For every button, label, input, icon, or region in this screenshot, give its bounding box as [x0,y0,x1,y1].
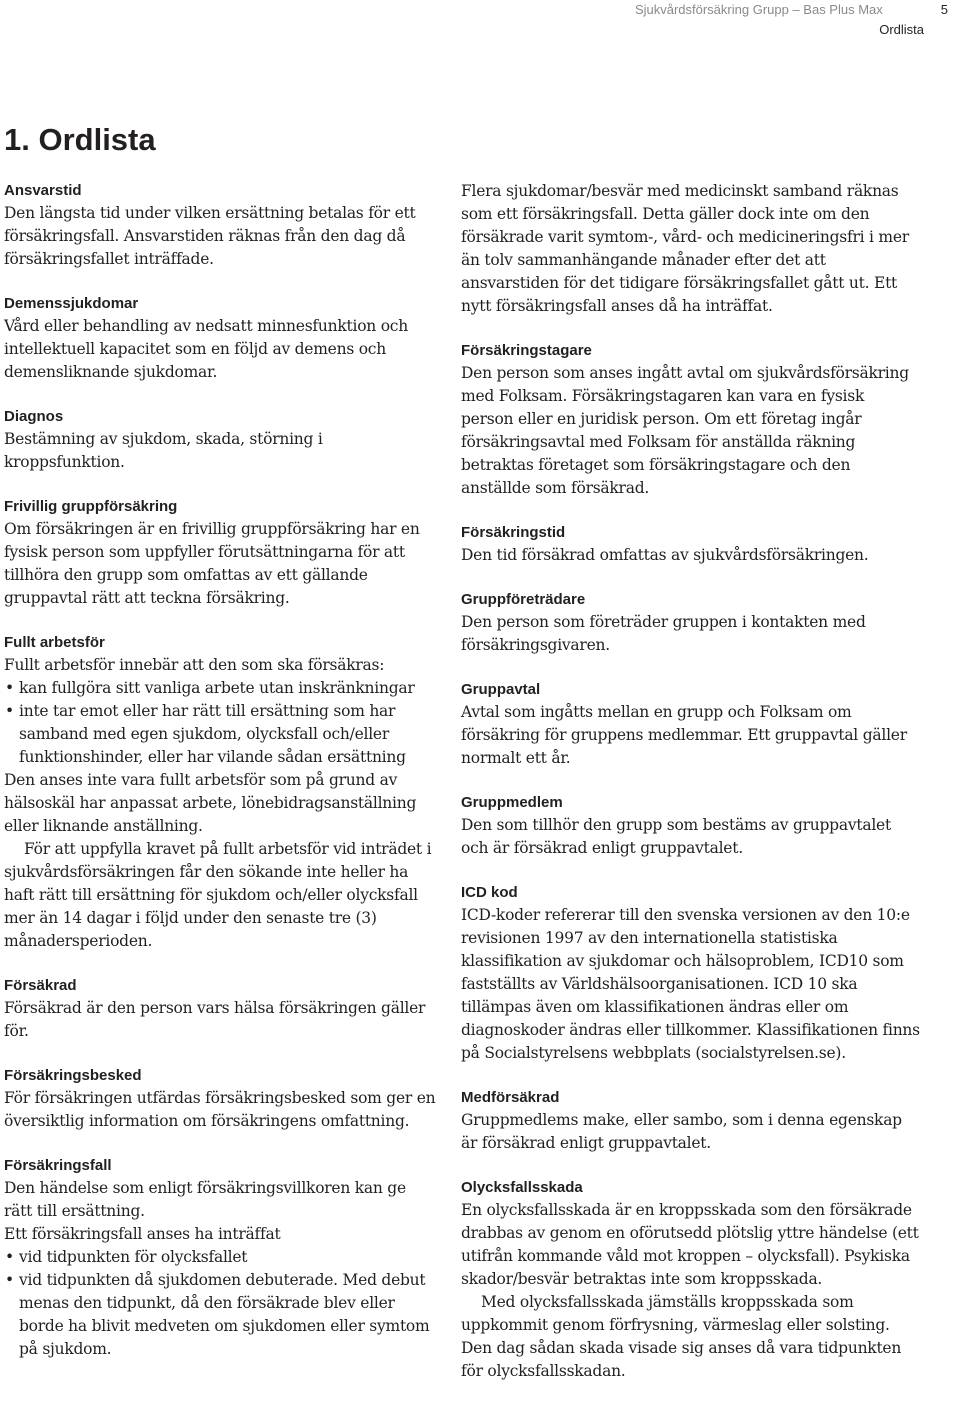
term-heading: Försäkringsbesked [4,1067,142,1084]
term-definition: Den tid försäkrad omfattas av sjukvårdsförsäkringen. [461,546,869,564]
glossary-entry-olycksfallsskada [461,1177,921,1383]
term-definition: Den som tillhör den grupp som bestäms av gruppavtalet och är försäkrad enligt gruppavtalet. [461,816,891,857]
bullet-item: • inte tar emot eller har rätt till ersättning som har samband med egen sjukdom, olycksfall och/eller funktionshinder, eller har vilande sådan ersättning [4,700,436,769]
term-definition: För försäkringen utfärdas försäkringsbesked som ger en översiktlig information om försäkringens omfattning. [4,1089,436,1130]
term-heading: Försäkringstagare [461,342,592,359]
glossary-entry-forsakringstagare [461,340,921,500]
term-definition: Vård eller behandling av nedsatt minnesfunktion och intellektuell kapacitet som en följd av demens och demensliknande sjukdomar. [4,317,408,381]
header-page-number: 5 [940,2,948,17]
bullet-item: • vid tidpunkten för olycksfallet [4,1246,436,1269]
glossary-entry-forsakrad [4,975,436,1043]
term-definition-indented: För att uppfylla kravet på fullt arbetsför vid inträdet i sjukvårdsförsäkringen får den sökande inte heller ha haft rätt till ersättning för sjukdom och/eller olycksfall mer än 14 dagar i följd under den senaste tre (3) månadersperioden. [4,840,432,950]
bullet-list [4,1246,436,1361]
term-heading: Försäkringstid [461,524,566,541]
term-definition: Om försäkringen är en frivillig gruppförsäkring har en fysisk person som uppfyller förutsättningarna för att tillhöra den grupp som omfattas av ett gällande gruppavtal rätt att teckna försäkring. [4,520,420,607]
term-definition: Den längsta tid under vilken ersättning betalas för ett försäkringsfall. Ansvarstiden räknas från den dag då försäkringsfallet inträffade. [4,204,416,268]
bullet-item: • vid tidpunkten då sjukdomen debuterade. Med debut menas den tidpunkt, då den försäkrade blev eller borde ha blivit medveten om sjukdomen eller symtom på sjukdom. [4,1269,436,1361]
term-heading: Frivillig gruppförsäkring [4,498,178,515]
glossary-entry-forsakringstid [461,522,921,567]
term-heading: Demenssjukdomar [4,295,139,312]
term-heading: Gruppmedlem [461,794,563,811]
glossary-entry-icd-kod [461,882,921,1065]
term-definition: ICD-koder refererar till den svenska versionen av den 10:e revisionen 1997 av den internationella statistiska klassifikation av sjukdomar och hälsoproblem, ICD10 som fastställts av Världshälsoorganisationen. ICD 10 ska tillämpas även om klassifikationen ändras eller om diagnoskoder ändras eller tillkommer. Klassifikationen finns på Socialstyrelsens webbplats (socialstyrelsen.se). [461,906,920,1062]
header-product-name: Sjukvårdsförsäkring Grupp – Bas Plus Max [634,2,883,17]
term-heading: Ansvarstid [4,182,82,199]
term-heading: Gruppföreträdare [461,591,586,608]
term-heading: Medförsäkrad [461,1089,560,1106]
glossary-entry-forsakringsfall [4,1155,436,1361]
term-definition: Bestämning av sjukdom, skada, störning i kroppsfunktion. [4,430,323,471]
glossary-entry-gruppavtal [461,679,921,770]
term-definition: Den anses inte vara fullt arbetsför som på grund av hälsoskäl har anpassat arbete, lönebidragsanställning eller liknande anställning. [4,771,417,835]
header-section-name: Ordlista [879,22,924,37]
term-definition: Flera sjukdomar/besvär med medicinskt samband räknas som ett försäkringsfall. Detta gäller dock inte om den försäkrade varit symtom-, vård- och medicineringsfri i mer än tolv sammanhängande månader efter det att ansvarstiden för det tidigare försäkringsfallet gått ut. Ett nytt försäkringsfall anses då ha inträffat. [461,182,909,315]
term-heading: Försäkringsfall [4,1157,112,1174]
glossary-entry-ansvarstid [4,180,436,271]
running-header [635,0,948,40]
right-column [461,180,921,1405]
term-definition: Avtal som ingåtts mellan en grupp och Folksam om försäkring för gruppens medlemmar. Ett gruppavtal gäller normalt ett år. [461,703,907,767]
term-definition: Gruppmedlems make, eller sambo, som i denna egenskap är försäkrad enligt gruppavtalet. [461,1111,902,1152]
bullet-list [4,677,436,769]
left-column [4,180,436,1383]
term-heading: Gruppavtal [461,681,541,698]
term-definition: Försäkrad är den person vars hälsa försäkringen gäller för. [4,999,426,1040]
term-heading: Försäkrad [4,977,77,994]
glossary-entry-demenssjukdomar [4,293,436,384]
term-definition: Den person som företräder gruppen i kontakten med försäkringsgivaren. [461,613,866,654]
term-definition: Den händelse som enligt försäkringsvillkoren kan ge rätt till ersättning. [4,1179,406,1220]
term-definition: En olycksfallsskada är en kroppsskada som den försäkrade drabbas av genom en oförutsedd plötslig yttre händelse (ett utifrån kommande våld mot kroppen – olycksfall). Psykiska skador/besvär betraktas inte som kroppsskada. [461,1201,919,1288]
glossary-entry-frivillig-gruppforsakring [4,496,436,610]
term-definition: Ett försäkringsfall anses ha inträffat [4,1225,281,1243]
term-definition-indented: Med olycksfallsskada jämställs kroppsskada som uppkommit genom förfrysning, värmeslag eller solsting. Den dag sådan skada visade sig anses då vara tidpunkten för olycksfallsskadan. [461,1293,902,1380]
term-heading: Olycksfallsskada [461,1179,583,1196]
glossary-entry-medforsakrad [461,1087,921,1155]
glossary-entry-diagnos [4,406,436,474]
term-heading: Fullt arbetsför [4,634,105,651]
bullet-item: • kan fullgöra sitt vanliga arbete utan inskränkningar [4,677,436,700]
glossary-entry-continued [461,180,921,318]
glossary-entry-gruppforetradare [461,589,921,657]
page-title: 1. Ordlista [4,122,156,157]
term-heading: ICD kod [461,884,518,901]
term-definition: Fullt arbetsför innebär att den som ska försäkras: [4,656,385,674]
glossary-entry-fullt-arbetsfor [4,632,436,953]
glossary-entry-forsakringsbesked [4,1065,436,1133]
term-heading: Diagnos [4,408,64,425]
term-definition: Den person som anses ingått avtal om sjukvårdsförsäkring med Folksam. Försäkringstagaren kan vara en fysisk person eller en juridisk person. Om ett företag ingår försäkringsavtal med Folksam för anställda räkning betraktas företaget som försäkringstagare och den anställde som försäkrad. [461,364,909,497]
glossary-entry-gruppmedlem [461,792,921,860]
